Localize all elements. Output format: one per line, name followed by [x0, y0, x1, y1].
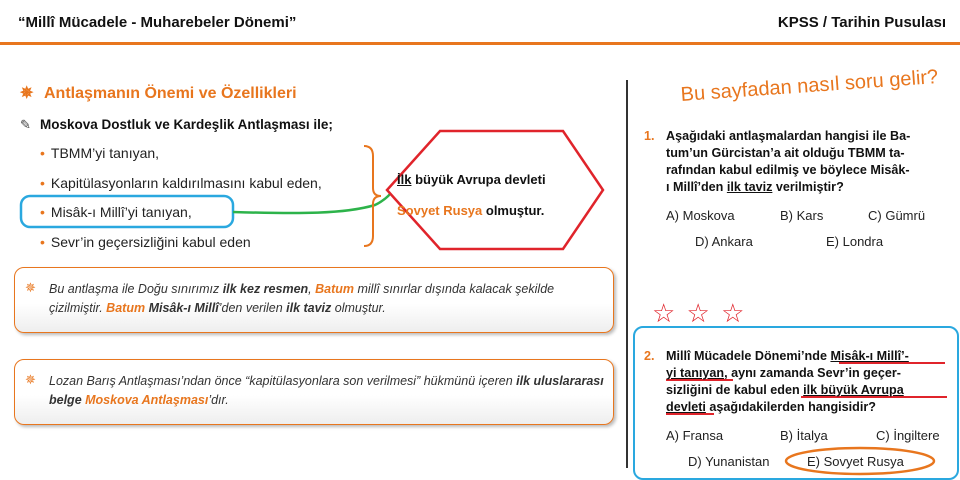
sun-compass-icon: ✵: [20, 85, 34, 102]
q1-number: 1.: [644, 129, 655, 143]
question-text: sizliğini de kabul eden: [666, 383, 804, 397]
option-e[interactable]: E) Londra: [826, 234, 884, 249]
note-text-part: Batum: [106, 301, 146, 315]
option-b[interactable]: B) İtalya: [780, 428, 828, 443]
bullet-icon: •: [40, 145, 45, 161]
conclusion-text: büyük Avrupa devleti: [411, 172, 546, 187]
question-text: ı Millî’den: [666, 180, 727, 194]
note-box: [14, 267, 614, 333]
option-d[interactable]: D) Yunanistan: [688, 454, 770, 469]
list-item-text: Sevr’in geçersizliğini kabul eden: [50, 234, 251, 250]
option-a[interactable]: A) Fransa: [666, 428, 724, 443]
note-text-part: ilk taviz: [286, 301, 332, 315]
question-text: Millî Mücadele Dönemi’nde: [666, 349, 831, 363]
option-d[interactable]: D) Ankara: [695, 234, 753, 249]
connector-line: [233, 190, 393, 213]
note-text: [49, 280, 609, 318]
question-line: [666, 365, 954, 382]
underlined-text: Misâk-ı Millî’-: [830, 349, 909, 363]
question-line: rafından kabul edilmiş ve böylece Misâk-: [666, 163, 910, 177]
conclusion-text: olmuştur.: [482, 203, 545, 218]
option-c[interactable]: C) Gümrü: [868, 208, 926, 223]
conclusion-line-1: [397, 172, 546, 187]
note-text-part: ’den verilen: [218, 301, 287, 315]
question-line: [666, 179, 956, 196]
question-line: [666, 348, 954, 365]
underlined-text: yi tanıyan: [666, 366, 725, 380]
note-text-part: millî sınırlar dışında kalacak şekilde çizilmiştir.: [49, 282, 555, 315]
note-text-part: ilk uluslararası belge: [49, 374, 604, 407]
bullet-icon: •: [40, 175, 45, 191]
note-box: [14, 359, 614, 425]
underlined-text: devleti: [666, 400, 706, 414]
list-item-text: Kapitülasyonların kaldırılmasını kabul eden,: [50, 175, 322, 191]
list-item-text: Misâk-ı Millî’yi tanıyan,: [50, 204, 192, 220]
highlight-text: Sovyet Rusya: [397, 203, 483, 218]
question-text: verilmiştir?: [772, 180, 844, 194]
star-rating-icon: ☆ ☆ ☆: [652, 298, 747, 328]
option-c[interactable]: C) İngiltere: [876, 428, 940, 443]
note-text-part: ,: [308, 282, 316, 296]
conclusion-line-2: [397, 203, 544, 218]
section-title-text: Antlaşmanın Önemi ve Özellikleri: [44, 85, 297, 102]
note-text-part: Moskova Antlaşması: [85, 393, 209, 407]
question-text: , aynı zamanda Sevr’in geçer-: [724, 366, 901, 380]
underlined-text: ilk taviz: [726, 180, 773, 194]
bullet-icon: •: [40, 204, 45, 220]
option-b[interactable]: B) Kars: [780, 208, 824, 223]
bullet-icon: •: [40, 234, 45, 250]
note-text-part: Bu antlaşma ile Doğu sınırımız: [49, 282, 223, 296]
note-text-part: ilk kez resmen: [222, 282, 309, 296]
question-line: tum’un Gürcistan’a ait olduğu TBMM ta-: [666, 146, 905, 160]
option-e[interactable]: E) Sovyet Rusya: [807, 454, 904, 469]
note-text-part: ’dır.: [208, 393, 229, 407]
underlined-word: İlk: [397, 172, 412, 187]
question-number: [644, 348, 655, 365]
underlined-text: ilk büyük Avrupa: [803, 383, 904, 397]
note-text-part: olmuştur.: [331, 301, 386, 315]
sun-compass-icon: ✵: [25, 372, 36, 387]
hexagon-frame: [387, 131, 603, 249]
note-text: [49, 372, 609, 410]
highlight-box: [21, 196, 233, 227]
question-text: aşağıdakilerden hangisidir?: [705, 400, 876, 414]
option-a[interactable]: A) Moskova: [666, 208, 735, 223]
column-divider: [626, 80, 628, 468]
question-number: [644, 128, 655, 145]
header-left-title: “Millî Mücadele - Muharebeler Dönemi”: [18, 14, 297, 31]
q2-number: 2.: [644, 349, 655, 363]
question-heading: Bu sayfadan nasıl soru gelir?: [680, 66, 939, 106]
header-right-title: KPSS / Tarihin Pusulası: [777, 14, 946, 31]
pencil-icon: ✎: [20, 117, 31, 132]
note-text-part: Misâk-ı Millî: [148, 301, 219, 315]
note-text-part: Lozan Barış Antlaşması’ndan önce “kapitülasyonlara son verilmesi” hükmünü içeren: [49, 374, 517, 388]
list-item-text: TBMM’yi tanıyan,: [50, 145, 160, 161]
curly-brace: [364, 146, 381, 246]
question-line: Aşağıdaki antlaşmalardan hangisi ile Ba-: [666, 129, 911, 143]
note-text-part: Batum: [315, 282, 355, 296]
question-1: [666, 128, 956, 196]
sun-compass-icon: ✵: [25, 280, 36, 295]
treaty-subtitle: Moskova Dostluk ve Kardeşlik Antlaşması ile;: [40, 117, 333, 132]
question-2: [666, 348, 954, 416]
question-line: [666, 399, 954, 416]
question-line: [666, 382, 954, 399]
